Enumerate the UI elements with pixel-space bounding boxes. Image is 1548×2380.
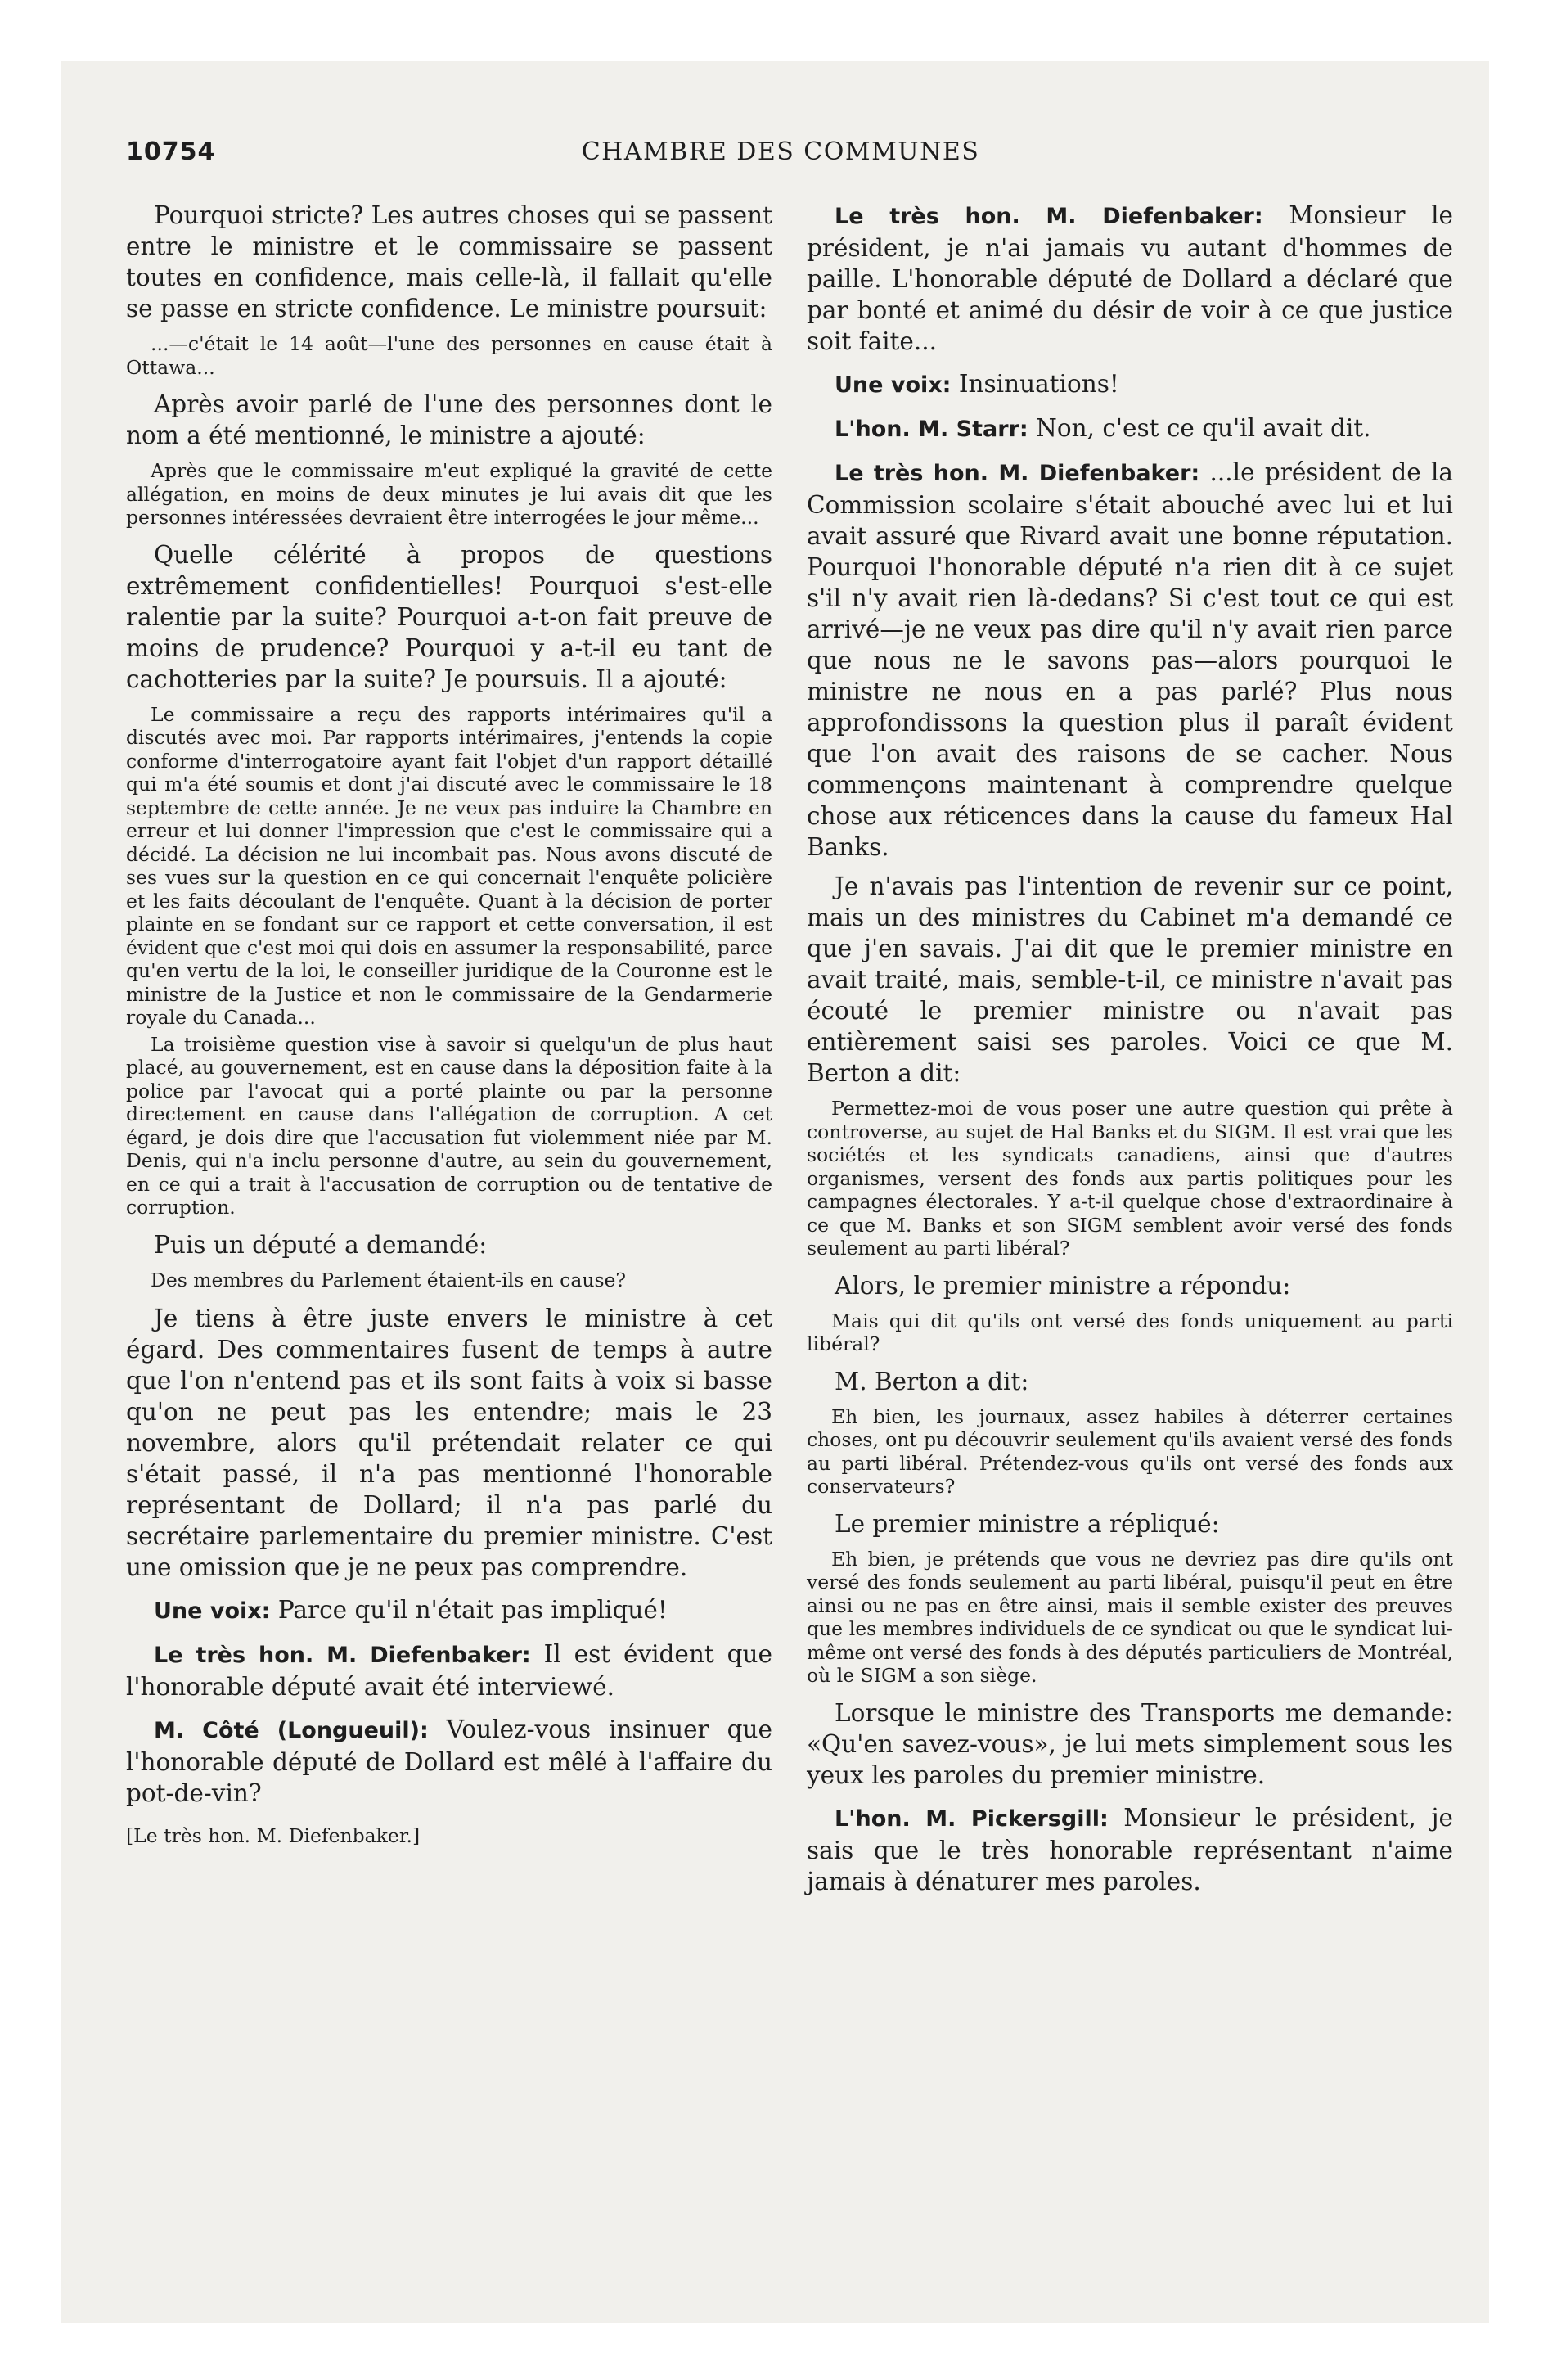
quotation: Le commissaire a reçu des rapports intérimaires qu'il a discutés avec moi. Par rapports intérimaires, j'entends la copie conforme d'interrogatoire ayant fait l'objet d'un rapport détaillé qui m'a été soumis et dont j'ai discuté avec le commissaire le 18 septembre de cette année. Je ne veux pas induire la Chambre en erreur et lui donner l'impression que c'est le commissaire qui a décidé. La décision ne lui incombait pas. Nous avons discuté de ses vues sur la question en ce qui concernait l'enquête policière et les faits découlant de l'enquête. Quant à la décision de porter plainte en se fondant sur ce rapport et cette conversation, il est évident que c'est moi qui dois en assumer la responsabilité, parce qu'en vertu de la loi, le conseiller juridique de la Couronne est le ministre de la Justice et non le commissaire de la Gendarmerie royale du Canada... [126, 702, 772, 1029]
speech [126, 1594, 772, 1627]
speech-text: Monsieur le président, je sais que le très honorable représentant n'aime jamais à dénaturer mes paroles. [807, 1803, 1453, 1895]
quotation: ...—c'était le 14 août—l'une des personnes en cause était à Ottawa... [126, 332, 772, 379]
speech [807, 1802, 1453, 1897]
speech-text: Insinuations! [958, 370, 1119, 398]
paragraph: M. Berton a dit: [835, 1367, 1029, 1395]
speaker-name: Une voix: [835, 372, 952, 398]
speech [807, 457, 1453, 863]
speech-text: Il est évident que l'honorable député avait été interviewé. [126, 1640, 772, 1701]
speaker-name: L'hon. M. Starr: [835, 417, 1028, 442]
speech [807, 200, 1453, 357]
running-title: CHAMBRE DES COMMUNES [581, 137, 980, 166]
speaker-name: Le très hon. M. Diefenbaker: [154, 1643, 531, 1668]
speech [807, 368, 1453, 401]
paragraph: Pourquoi stricte? Les autres choses qui se passent entre le ministre et le commissaire se passent toutes en confidence, mais celle-là, il fallait qu'elle se passe en stricte confidence. Le ministre poursuit: [126, 201, 772, 322]
paragraph: Quelle célérité à propos de questions extrêmement confidentielles! Pourquoi s'est-elle ralentie par la suite? Pourquoi a-t-on fait preuve de moins de prudence? Pourquoi y a-t-il eu tant de cachotteries par la suite? Je poursuis. Il a ajouté: [126, 540, 772, 693]
paragraph: Alors, le premier ministre a répondu: [835, 1271, 1291, 1300]
quotation: La troisième question vise à savoir si quelqu'un de plus haut placé, au gouvernement, est en cause dans la déposition faite à la police par l'avocat qui a porté plainte ou par la personne directement en cause dans l'allégation de corruption. A cet égard, je dois dire que l'accusation fut violemment niée par M. Denis, qui n'a inclu personne d'autre, au sein du gouvernement, en ce qui a trait à l'accusation de corruption ou de tentative de corruption. [126, 1032, 772, 1219]
page-number: 10754 [126, 137, 216, 166]
paragraph: Lorsque le ministre des Transports me demande: «Qu'en savez-vous», je lui mets simplement sous les yeux les paroles du premier ministre. [807, 1698, 1453, 1789]
paragraph: Le premier ministre a répliqué: [835, 1509, 1220, 1538]
speech [807, 412, 1453, 445]
quotation: Permettez-moi de vous poser une autre question qui prête à controverse, au sujet de Hal Banks et du SIGM. Il est vrai que les sociétés et les syndicats canadiens, ainsi que d'autres organismes, versent des fonds aux partis politiques pour les campagnes électorales. Y a-t-il quelque chose d'extraordinaire à ce que M. Banks et son SIGM semblent avoir versé des fonds seulement au parti libéral? [807, 1097, 1453, 1260]
paragraph: Après avoir parlé de l'une des personnes dont le nom a été mentionné, le ministre a ajouté: [126, 390, 772, 449]
speaker-name: L'hon. M. Pickersgill: [835, 1805, 1109, 1832]
speech-text: Non, c'est ce qu'il avait dit. [1036, 414, 1371, 442]
quotation: Eh bien, je prétends que vous ne devriez pas dire qu'ils ont versé des fonds seulement au parti libéral, puisqu'il peut en être ainsi ou ne pas en être ainsi, mais il semble exister des preuves que les membres individuels de ce syndicat ou que le syndicat lui-même ont versé des fonds à des députés particuliers de Montréal, où le SIGM a son siège. [807, 1547, 1453, 1687]
speech-text: Monsieur le président, je n'ai jamais vu autant d'hommes de paille. L'honorable député de Dollard a déclaré que par bonté et animé du désir de voir à ce que justice soit faite... [807, 201, 1453, 355]
speaker-continuation: [Le très hon. M. Diefenbaker.] [126, 1824, 421, 1847]
speech [126, 1639, 772, 1702]
speech-text: Voulez-vous insinuer que l'honorable député de Dollard est mêlé à l'affaire du pot-de-vin? [126, 1715, 772, 1807]
speech [126, 1714, 772, 1809]
quotation: Mais qui dit qu'ils ont versé des fonds uniquement au parti libéral? [807, 1309, 1453, 1355]
quotation: Des membres du Parlement étaient-ils en cause? [151, 1268, 627, 1291]
right-column [807, 200, 1453, 1905]
speech-text: ...le président de la Commission scolaire s'était abouché avec lui et lui avait assuré que Rivard avait une bonne réputation. Pourquoi l'honorable député n'a rien dit à ce sujet s'il n'y avait rien là-dedans? Si c'est tout ce qui est arrivé—je ne veux pas dire qu'il n'y avait rien parce que nous ne le savons pas—alors pourquoi le ministre ne nous en a pas parlé? Plus nous approfondissons la question plus il paraît évident que l'on avait des raisons de se cacher. Nous commençons maintenant à comprendre quelque chose aux réticences dans la cause du fameux Hal Banks. [807, 458, 1453, 861]
speaker-name: M. Côté (Longueuil): [154, 1718, 429, 1743]
speaker-name: Une voix: [154, 1598, 271, 1624]
left-column [126, 200, 772, 1868]
speech-text: Parce qu'il n'était pas impliqué! [277, 1596, 668, 1624]
quotation: Eh bien, les journaux, assez habiles à déterrer certaines choses, ont pu découvrir seulement qu'ils avaient versé des fonds au parti libéral. Prétendez-vous qu'ils ont versé des fonds aux conservateurs? [807, 1404, 1453, 1498]
page-header [126, 137, 1435, 178]
quotation: Après que le commissaire m'eut expliqué la gravité de cette allégation, en moins de deux minutes je lui avais dit que les personnes intéressées devraient être interrogées le jour même... [126, 459, 772, 529]
paragraph: Je tiens à être juste envers le ministre à cet égard. Des commentaires fusent de temps à autre que l'on n'entend pas et ils sont faits à voix si basse qu'on ne peut pas les entendre; mais le 23 novembre, alors qu'il prétendait relater ce qui s'était passé, il n'a pas mentionné l'honorable représentant de Dollard; il n'a pas parlé du secrétaire parlementaire du premier ministre. C'est une omission que je ne peux pas comprendre. [126, 1305, 772, 1581]
paragraph: Puis un député a demandé: [154, 1230, 488, 1259]
speaker-name: Le très hon. M. Diefenbaker: [835, 461, 1200, 486]
speaker-name: Le très hon. M. Diefenbaker: [835, 204, 1263, 229]
paragraph: Je n'avais pas l'intention de revenir sur ce point, mais un des ministres du Cabinet m'a demandé ce que j'en savais. J'ai dit que le premier ministre en avait traité, mais, semble-t-il, ce ministre n'avait pas écouté le premier ministre ou n'avait pas entièrement saisi ses paroles. Voici ce que M. Berton a dit: [807, 872, 1453, 1087]
